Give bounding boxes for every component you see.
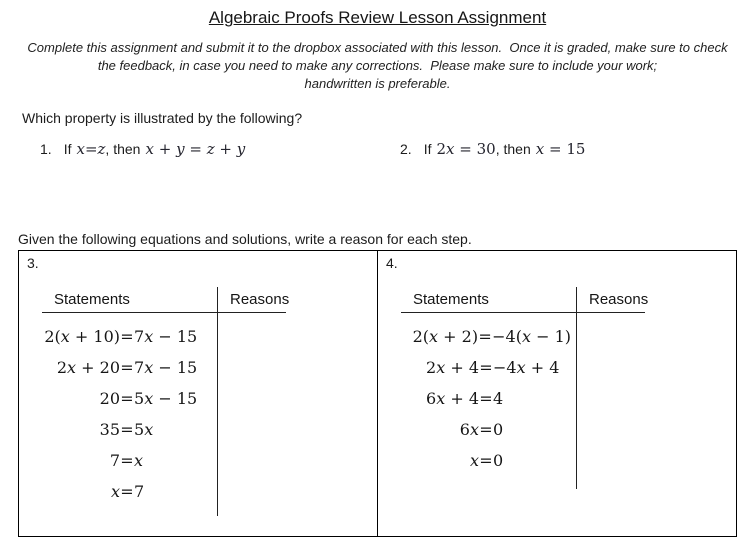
- problem-3-cell: [19, 251, 378, 536]
- statement-rhs: −4(x − 1): [492, 327, 571, 346]
- equals-sign: =: [120, 420, 134, 439]
- property-section-prompt: Which property is illustrated by the following?: [22, 110, 303, 126]
- statement-rhs: −4x + 4: [493, 358, 560, 377]
- table-spacer: [42, 507, 218, 516]
- equals-sign: =: [478, 327, 492, 346]
- question-number: 1.: [40, 141, 52, 157]
- reason-cell: [577, 383, 645, 414]
- statement-lhs: 7: [109, 451, 120, 470]
- reason-cell: [577, 321, 645, 352]
- statement-cell: [401, 352, 577, 383]
- statement-lhs: 2(x + 2): [412, 327, 479, 346]
- reason-cell: [218, 414, 286, 445]
- statement-cell: [401, 414, 577, 445]
- reason-cell: [218, 352, 286, 383]
- statement-rhs: 7: [134, 482, 145, 501]
- statement-rhs: 4: [493, 389, 504, 408]
- table-pad: [401, 313, 577, 321]
- statement-cell: [42, 476, 218, 507]
- problem-number: 4.: [386, 255, 398, 271]
- question-1: [40, 140, 245, 158]
- statement-cell: [401, 445, 577, 476]
- intro-line: Complete this assignment and submit it to the dropbox associated with this lesson. Once it is graded, make sure to check: [27, 40, 728, 55]
- intro-line: the feedback, in case you need to make any corrections. Please make sure to include your work;: [97, 58, 658, 73]
- equals-sign: =: [120, 482, 134, 501]
- question-connector: , then: [495, 141, 531, 157]
- problems-box: [18, 250, 737, 537]
- statement-lhs: 35: [99, 420, 120, 439]
- statement-lhs: 6x: [459, 420, 479, 439]
- reasons-header: Reasons: [577, 287, 645, 313]
- statements-header: Statements: [401, 287, 577, 313]
- equation-inline: 2x = 30: [436, 140, 496, 158]
- table-spacer: [401, 476, 577, 489]
- statement-rhs: 5x: [134, 420, 154, 439]
- table-spacer: [218, 507, 286, 516]
- reasons-section-prompt: Given the following equations and solutions, write a reason for each step.: [18, 231, 472, 247]
- statements-header: Statements: [42, 287, 218, 313]
- statement-lhs: 2x + 20: [56, 358, 120, 377]
- statement-cell: [42, 321, 218, 352]
- statement-cell: [42, 445, 218, 476]
- table-pad: [218, 313, 286, 321]
- reason-cell: [218, 445, 286, 476]
- question-2: [400, 140, 585, 158]
- question-lead: If: [63, 141, 72, 157]
- page-title: Algebraic Proofs Review Lesson Assignment: [208, 8, 547, 27]
- equation-inline: x + y = z + y: [145, 140, 246, 158]
- reasons-header: Reasons: [218, 287, 286, 313]
- statement-cell: [401, 321, 577, 352]
- equals-sign: =: [120, 358, 134, 377]
- statement-cell: [42, 352, 218, 383]
- table-spacer: [577, 476, 645, 489]
- statement-lhs: x: [110, 482, 120, 501]
- statement-cell: [42, 383, 218, 414]
- statement-lhs: 2(x + 10): [44, 327, 120, 346]
- statements-reasons-table: [401, 287, 649, 489]
- statement-cell: [42, 414, 218, 445]
- question-lead: If: [423, 141, 432, 157]
- reason-cell: [577, 445, 645, 476]
- question-connector: , then: [105, 141, 141, 157]
- equals-sign: =: [120, 327, 134, 346]
- statement-rhs: 7x − 15: [134, 358, 198, 377]
- statement-rhs: x: [134, 451, 144, 470]
- statement-lhs: x: [469, 451, 479, 470]
- equals-sign: =: [479, 389, 493, 408]
- statements-reasons-table: [42, 287, 290, 516]
- equals-sign: =: [120, 451, 134, 470]
- reason-cell: [218, 383, 286, 414]
- statement-rhs: 0: [493, 420, 504, 439]
- equation-inline: x = 15: [535, 140, 586, 158]
- statement-lhs: 2x + 4: [426, 358, 479, 377]
- intro-paragraph: [10, 39, 745, 93]
- reason-cell: [218, 321, 286, 352]
- equals-sign: =: [479, 358, 493, 377]
- statement-lhs: 20: [99, 389, 120, 408]
- statement-rhs: 7x − 15: [134, 327, 198, 346]
- problem-number: 3.: [27, 255, 39, 271]
- problem-4-cell: [378, 251, 736, 536]
- question-number: 2.: [400, 141, 412, 157]
- table-pad: [42, 313, 218, 321]
- equals-sign: =: [120, 389, 134, 408]
- equals-sign: =: [479, 451, 493, 470]
- reason-cell: [577, 414, 645, 445]
- statement-cell: [401, 383, 577, 414]
- statement-lhs: 6x + 4: [426, 389, 479, 408]
- intro-line: handwritten is preferable.: [304, 76, 451, 91]
- statement-rhs: 5x − 15: [134, 389, 198, 408]
- reason-cell: [577, 352, 645, 383]
- table-pad: [577, 313, 645, 321]
- equals-sign: =: [479, 420, 493, 439]
- statement-rhs: 0: [493, 451, 504, 470]
- reason-cell: [218, 476, 286, 507]
- equation-inline: x=z: [76, 140, 106, 158]
